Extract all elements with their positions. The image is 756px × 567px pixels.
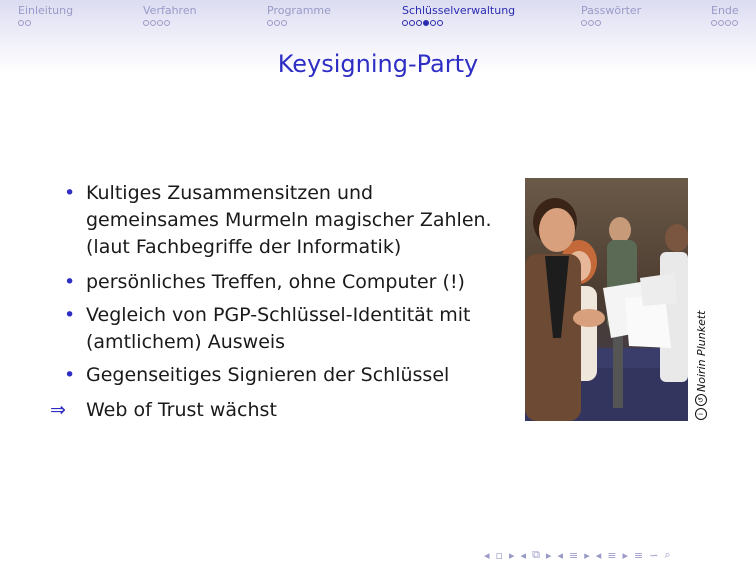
cc-by-icon: i [695, 408, 707, 420]
align-icon[interactable]: ≡ [634, 548, 644, 562]
bullet-icon: • [64, 182, 76, 204]
nav-dot[interactable] [718, 20, 724, 26]
conclusion-item [50, 397, 505, 424]
nav-section-label: Passwörter [581, 4, 642, 17]
nav-dot[interactable] [423, 20, 429, 26]
nav-dot[interactable] [437, 20, 443, 26]
subsection-prev-icon[interactable]: ◂ [520, 548, 527, 562]
list-item [50, 180, 505, 261]
nav-dot[interactable] [164, 20, 170, 26]
list-item [50, 302, 505, 356]
nav-section-verfahren[interactable] [143, 4, 197, 26]
nav-section-dots [18, 20, 73, 26]
nav-dot[interactable] [711, 20, 717, 26]
section-icon-2: ≡ [607, 548, 617, 562]
list-item [50, 362, 505, 389]
conclusion-text: Web of Trust wächst [86, 399, 277, 421]
frame-next-icon[interactable]: ▸ [509, 548, 515, 562]
list-item-text: Kultiges Zusammensitzen und gemeinsames Murmeln magischer Zahlen. (laut Fachbegriffe der Informatik) [86, 182, 492, 258]
section-icon: ≡ [568, 548, 579, 562]
nav-section-label: Programme [267, 4, 331, 17]
nav-dot[interactable] [157, 20, 163, 26]
list-item-text: persönliches Treffen, ohne Computer (!) [86, 271, 465, 293]
nav-dot[interactable] [267, 20, 273, 26]
keysigning-party-photo [525, 178, 688, 421]
bullet-icon: • [64, 304, 76, 326]
section-prev-icon[interactable]: ◂ [557, 548, 563, 562]
nav-dot[interactable] [725, 20, 731, 26]
nav-dot[interactable] [416, 20, 422, 26]
nav-section-dots [267, 20, 331, 26]
nav-section-passwoerter[interactable] [581, 4, 641, 26]
section-prev-icon-2[interactable]: ◂ [595, 548, 602, 562]
implies-arrow-icon: ⇒ [50, 399, 66, 421]
nav-section-ende[interactable] [711, 4, 739, 26]
subsection-icon: ⧉ [532, 548, 540, 561]
nav-section-dots [581, 20, 641, 26]
nav-dot[interactable] [732, 20, 738, 26]
nav-section-label: Schlüsselverwaltung [402, 4, 516, 17]
beamer-navigation-symbols [484, 548, 671, 562]
frame-icon: ▫ [495, 548, 503, 562]
nav-dot[interactable] [409, 20, 415, 26]
frame-prev-icon[interactable]: ◂ [484, 548, 490, 562]
list-item [50, 269, 505, 296]
subsection-next-icon[interactable]: ▸ [545, 548, 552, 562]
bullet-icon: • [64, 271, 76, 293]
photo-credit [693, 175, 709, 420]
nav-section-label: Einleitung [18, 4, 74, 17]
nav-section-einleitung[interactable] [18, 4, 73, 26]
nav-dot[interactable] [588, 20, 594, 26]
nav-section-schluesselverwaltung[interactable] [402, 4, 515, 26]
photo-credit-text: Noirin Plunkett [694, 310, 708, 392]
nav-dot[interactable] [274, 20, 280, 26]
nav-section-dots [711, 20, 739, 26]
nav-section-label: Verfahren [143, 4, 197, 17]
nav-dot[interactable] [25, 20, 31, 26]
nav-dot[interactable] [402, 20, 408, 26]
nav-dot[interactable] [430, 20, 436, 26]
bullet-list [50, 180, 505, 424]
cc-sa-icon: ↺ [695, 394, 707, 406]
nav-dot[interactable] [581, 20, 587, 26]
list-item-text: Vegleich von PGP-Schlüssel-Identität mit (amtlichem) Ausweis [86, 304, 471, 353]
nav-section-programme[interactable] [267, 4, 331, 26]
bullet-icon: • [64, 364, 76, 386]
nav-dot[interactable] [18, 20, 24, 26]
nav-dot[interactable] [143, 20, 149, 26]
nav-dot[interactable] [281, 20, 287, 26]
section-next-icon-2[interactable]: ▸ [622, 548, 629, 562]
list-item-text: Gegenseitiges Signieren der Schlüssel [86, 364, 450, 386]
nav-dot[interactable] [595, 20, 601, 26]
nav-section-dots [402, 20, 515, 26]
section-next-icon[interactable]: ▸ [584, 548, 590, 562]
search-glass-icon[interactable]: ⌕ [664, 548, 671, 561]
search-icon[interactable]: ∽ [649, 548, 659, 562]
nav-section-dots [143, 20, 197, 26]
nav-dot[interactable] [150, 20, 156, 26]
nav-section-label: Ende [711, 4, 739, 17]
photo-illustration [525, 178, 688, 421]
slide-title: Keysigning-Party [277, 50, 479, 78]
